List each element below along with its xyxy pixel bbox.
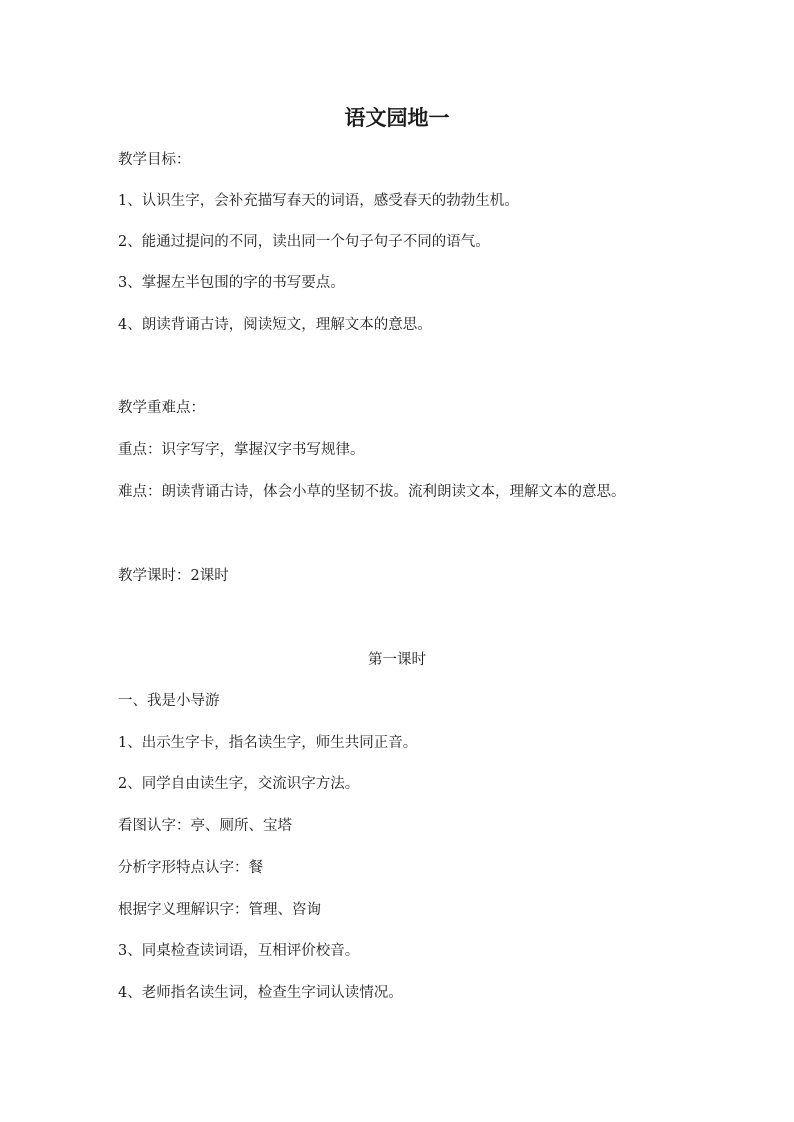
lesson-step-1: 1、出示生字卡，指名读生字，师生共同正音。 bbox=[118, 735, 418, 751]
lesson-step-7: 4、老师指名读生词，检查生字词认读情况。 bbox=[118, 985, 403, 1001]
lesson-step-5: 根据字义理解识字：管理、咨询 bbox=[118, 902, 321, 918]
lesson-one-heading: 第一课时 bbox=[368, 652, 426, 668]
objective-item-2: 2、能通过提问的不同，读出同一个句子句子不同的语气。 bbox=[118, 234, 490, 250]
lesson-step-6: 3、同桌检查读词语，互相评价校音。 bbox=[118, 943, 360, 959]
lesson-step-4: 分析字形特点认字：餐 bbox=[118, 860, 263, 876]
key-point-text: 重点：识字写字，掌握汉字书写规律。 bbox=[118, 442, 365, 458]
objectives-heading: 教学目标： bbox=[118, 152, 191, 168]
objective-item-4: 4、朗读背诵古诗，阅读短文，理解文本的意思。 bbox=[118, 317, 432, 333]
objective-item-3: 3、掌握左半包围的字的书写要点。 bbox=[118, 275, 345, 291]
objective-item-1: 1、认识生字，会补充描写春天的词语，感受春天的勃勃生机。 bbox=[118, 193, 519, 209]
lesson-step-3: 看图认字：亭、厕所、宝塔 bbox=[118, 818, 292, 834]
lesson-section-title: 一、我是小导游 bbox=[118, 693, 220, 709]
document-title: 语文园地一 bbox=[344, 106, 450, 130]
difficult-point-text: 难点：朗读背诵古诗，体会小草的坚韧不拔。流利朗读文本，理解文本的意思。 bbox=[118, 484, 626, 500]
lesson-step-2: 2、同学自由读生字，交流识字方法。 bbox=[118, 776, 360, 792]
class-hours: 教学课时：2课时 bbox=[118, 568, 229, 584]
key-points-heading: 教学重难点： bbox=[118, 400, 205, 416]
